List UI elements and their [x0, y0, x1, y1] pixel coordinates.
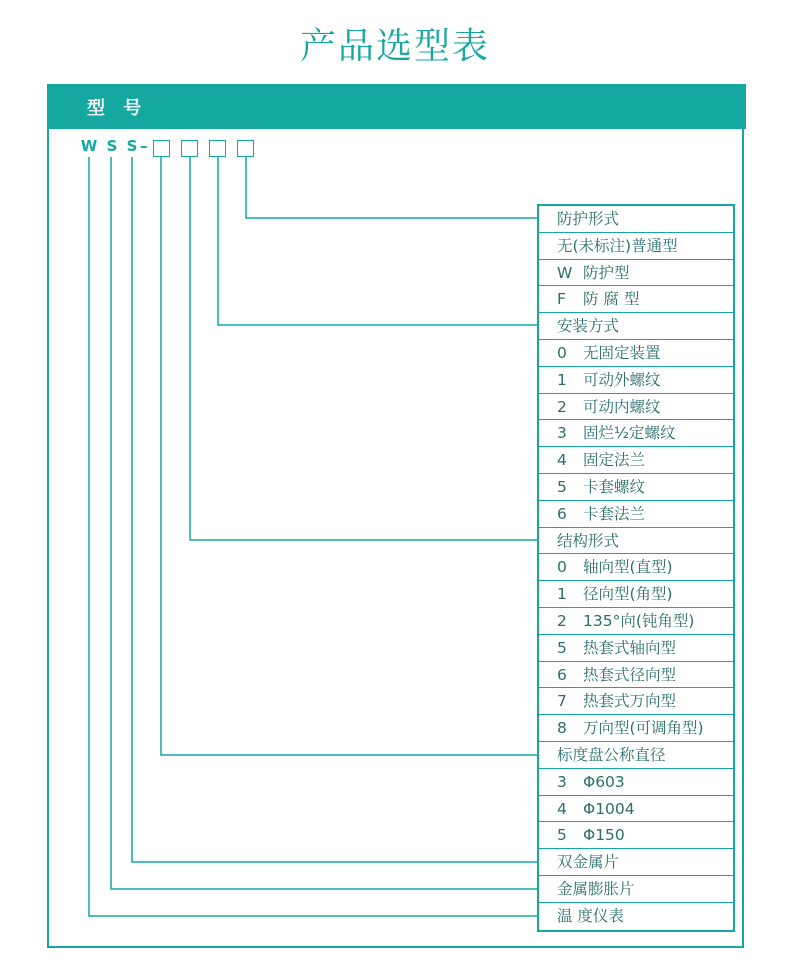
option-code: 5: [557, 638, 567, 657]
option-label: Φ603: [583, 772, 625, 791]
option-code: 7: [557, 692, 567, 711]
option-row: [539, 206, 733, 233]
option-label: 安装方式: [557, 317, 620, 336]
option-table: [537, 204, 735, 932]
option-label: 热套式径向型: [583, 665, 677, 684]
option-row: [539, 715, 733, 742]
option-label: 结构形式: [557, 531, 620, 550]
option-label: Φ1004: [583, 799, 635, 818]
option-label: 双金属片: [557, 853, 620, 872]
option-code: 2: [557, 397, 567, 416]
option-label: 可动外螺纹: [583, 370, 661, 389]
page-title: 产品选型表: [299, 26, 490, 67]
option-row: [539, 796, 733, 823]
option-label: 金属膨胀片: [557, 879, 635, 898]
model-header-label: 型 号: [87, 98, 148, 119]
option-row: [539, 501, 733, 528]
option-label: 轴向型(直型): [583, 558, 673, 577]
option-label: 标度盘公称直径: [557, 745, 666, 764]
option-row: [539, 581, 733, 608]
connector-protection: [246, 157, 538, 218]
option-code: 8: [557, 719, 567, 738]
option-row: [539, 903, 733, 930]
option-row: [539, 608, 733, 635]
option-code: 1: [557, 585, 567, 604]
code-dash: –: [140, 137, 148, 155]
option-row: [539, 822, 733, 849]
option-row: [539, 876, 733, 903]
code-letter-s1: S: [106, 137, 118, 155]
option-row: [539, 849, 733, 876]
connector-instrument: [89, 157, 538, 916]
option-row: [539, 447, 733, 474]
connector-mounting: [218, 157, 538, 325]
option-code: 1: [557, 370, 567, 389]
option-code: 0: [557, 558, 567, 577]
option-code: 2: [557, 611, 567, 630]
option-row: [539, 635, 733, 662]
option-row: [539, 313, 733, 340]
option-code: 3: [557, 772, 567, 791]
option-label: 热套式万向型: [583, 692, 677, 711]
option-row: [539, 742, 733, 769]
option-label: 万向型(可调角型): [583, 719, 704, 738]
option-label: 温 度仪表: [557, 906, 624, 925]
option-label: 防护形式: [557, 210, 620, 228]
option-code: 3: [557, 424, 567, 443]
option-row: [539, 474, 733, 501]
option-label: 可动内螺纹: [583, 397, 661, 416]
option-code: 4: [557, 799, 567, 818]
option-code: 5: [557, 826, 567, 845]
option-row: [539, 662, 733, 689]
option-label: 防护型: [583, 263, 630, 282]
option-label: 固烂½定螺纹: [583, 424, 676, 443]
option-label: 无固定装置: [583, 343, 661, 362]
option-label: Φ150: [583, 826, 625, 845]
option-row: [539, 394, 733, 421]
option-label: 固定法兰: [583, 451, 646, 470]
option-label: 卡套螺纹: [583, 477, 646, 496]
option-label: 卡套法兰: [583, 504, 646, 523]
option-code: 5: [557, 477, 567, 496]
option-code: W: [557, 263, 573, 282]
option-row: [539, 260, 733, 287]
option-label: 热套式轴向型: [583, 638, 677, 657]
connector-structure: [190, 157, 538, 540]
option-code: F: [557, 290, 566, 309]
option-row: [539, 528, 733, 555]
option-row: [539, 688, 733, 715]
option-row: [539, 769, 733, 796]
option-row: [539, 420, 733, 447]
option-row: [539, 340, 733, 367]
option-code: 6: [557, 504, 567, 523]
code-letter-w: W: [80, 137, 98, 155]
option-label: 无(未标注)普通型: [557, 236, 678, 255]
code-letter-s2: S: [126, 137, 138, 155]
option-row: [539, 233, 733, 260]
option-row: [539, 554, 733, 581]
connector-bimetal: [132, 157, 538, 862]
option-code: 0: [557, 343, 567, 362]
option-label: 防 腐 型: [583, 290, 640, 309]
option-row: [539, 367, 733, 394]
option-label: 径向型(角型): [583, 585, 673, 604]
connector-expansion: [111, 157, 538, 889]
option-code: 4: [557, 451, 567, 470]
option-row: [539, 286, 733, 313]
option-label: 135°向(钝角型): [583, 611, 695, 630]
option-code: 6: [557, 665, 567, 684]
